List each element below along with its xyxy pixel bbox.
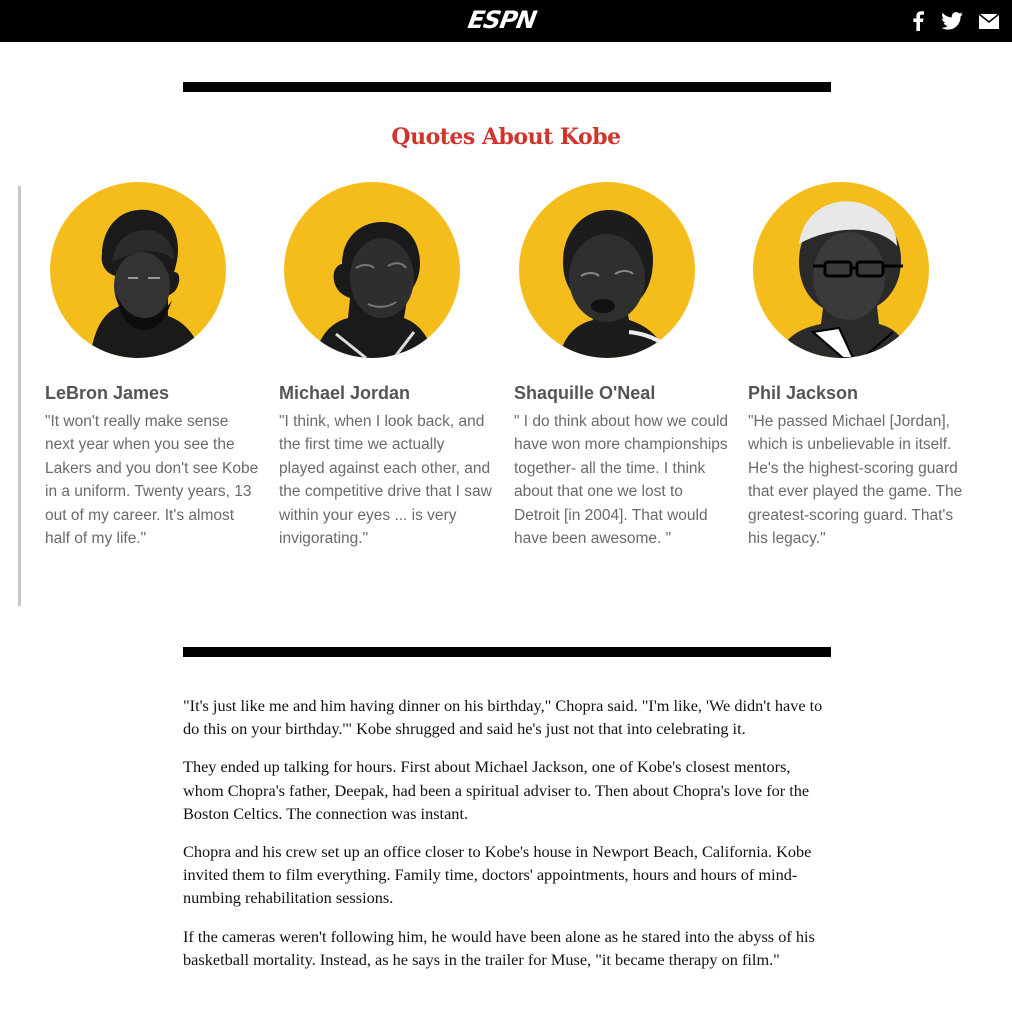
email-icon[interactable] [978,10,1000,32]
person-name: LeBron James [45,383,170,403]
article-body [183,694,833,986]
person-name: Shaquille O'Neal [514,383,656,403]
quote-card-shaquille-oneal [514,182,729,550]
quote-card-phil-jackson [748,182,963,550]
espn-logo[interactable]: ESPN [465,6,539,34]
top-bar [0,0,1012,42]
article-paragraph: They ended up talking for hours. First about Michael Jackson, one of Kobe's closest mentors, whom Chopra's father, Deepak, had been a spiritual adviser to. Then about Chopra's love for the Boston Celtics. The connection was instant. [183,757,810,823]
twitter-icon[interactable] [940,10,964,32]
person-quote: "He passed Michael [Jordan], which is unbelievable in itself. He's the highest-scoring guard that ever played the game. The greatest-scoring guard. That's his legacy." [748,413,963,548]
quote-card-lebron-james [45,182,260,550]
person-quote: "I think, when I look back, and the first time we actually played against each other, and the competitive drive that I saw within your eyes ... is very invigorating." [279,413,492,548]
person-name: Phil Jackson [748,383,859,403]
section-title: Quotes About Kobe [391,124,621,150]
article-paragraph: Chopra and his crew set up an office closer to Kobe's house in Newport Beach, California. Kobe invited them to film everything. Family time, doctors' appointments, hours and hours of mind-numbing rehabilitation sessions. [183,842,812,908]
section-divider-top [183,82,831,92]
person-name: Michael Jordan [279,383,411,403]
person-quote: "It won't really make sense next year when you see the Lakers and you don't see Kobe in a uniform. Twenty years, 13 out of my career. It's almost half of my life." [45,413,259,548]
quote-sidebar-accent [18,186,21,606]
person-quote: " I do think about how we could have won more championships together- all the time. I think about that one we lost to Detroit [in 2004]. That would have been awesome. " [514,413,729,548]
portrait-lebron-james [50,182,226,358]
article-paragraph: If the cameras weren't following him, he would have been alone as he stared into the abyss of his basketball mortality. Instead, as he says in the trailer for Muse, "it became therapy on film." [183,926,815,969]
portrait-michael-jordan [284,182,460,358]
portrait-phil-jackson [753,182,929,358]
facebook-icon[interactable] [908,10,928,32]
portrait-shaquille-oneal [519,182,695,358]
quote-card-michael-jordan [279,182,494,550]
article-paragraph: "It's just like me and him having dinner on his birthday," Chopra said. "I'm like, 'We didn't have to do this on your birthday.'" Kobe shrugged and said he's just not that into celebrating it. [183,696,823,739]
section-divider-bottom [183,647,831,657]
